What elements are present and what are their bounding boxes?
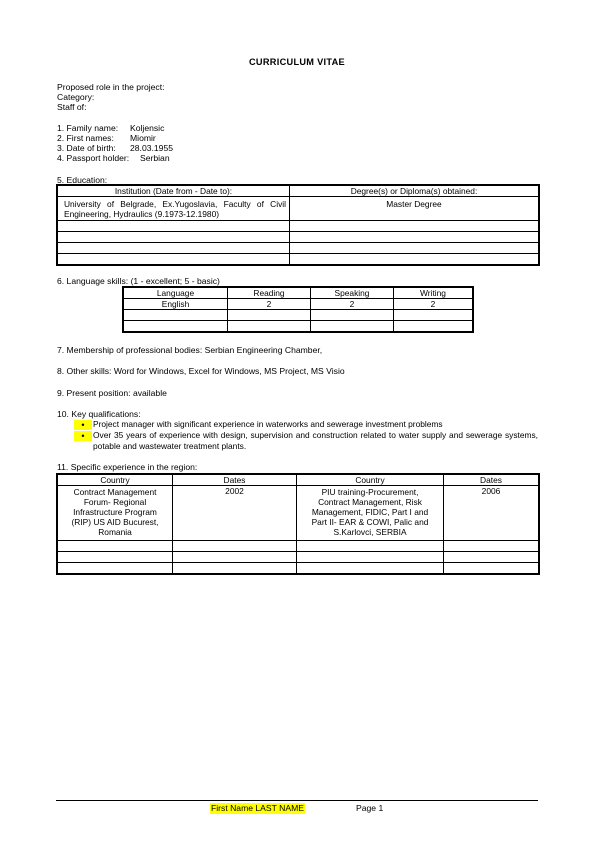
education-heading: 5. Education:	[57, 175, 108, 185]
footer-page-number: Page 1	[356, 803, 384, 813]
table-row	[57, 185, 539, 197]
category-label: Category:	[57, 92, 95, 102]
table-cell	[228, 310, 311, 321]
passport-holder-label: 4. Passport holder:	[57, 153, 130, 163]
table-cell	[173, 552, 297, 563]
other-skills-line: 8. Other skills: Word for Windows, Excel for Windows, MS Project, MS Visio	[57, 366, 345, 376]
table-cell	[228, 321, 311, 332]
experience-country-header: Country	[57, 474, 173, 486]
key-qualification-item: Over 35 years of experience with design, supervision and construction related to water supply and sewerage systems, potable and wastewater treatment plants.	[93, 430, 538, 451]
table-cell	[444, 563, 540, 574]
proposed-role-label: Proposed role in the project:	[57, 82, 165, 92]
table-row	[57, 197, 539, 221]
writing-header: Writing	[394, 287, 474, 299]
table-cell	[123, 321, 228, 332]
table-cell	[290, 232, 540, 243]
table-cell	[297, 563, 444, 574]
date-of-birth-label: 3. Date of birth:	[57, 143, 116, 153]
table-cell	[123, 310, 228, 321]
reading-cell: 2	[228, 299, 311, 310]
key-qualification-item: Project manager with significant experience in waterworks and sewerage investment problems	[93, 419, 443, 429]
speaking-cell: 2	[311, 299, 394, 310]
table-row	[57, 474, 539, 486]
table-cell	[57, 232, 290, 243]
education-col-institution-header: Institution (Date from - Date to):	[57, 185, 290, 197]
table-cell	[297, 552, 444, 563]
first-names-value: Miomir	[130, 133, 156, 143]
table-cell	[57, 243, 290, 254]
experience-project-cell: Contract Management Forum- Regional Infrastructure Program (RIP) US AID Bucurest, Romania	[57, 486, 173, 541]
table-cell	[311, 321, 394, 332]
reading-header: Reading	[228, 287, 311, 299]
table-row	[57, 563, 539, 574]
specific-experience-heading: 11. Specific experience in the region:	[57, 462, 198, 472]
experience-dates-header: Dates	[173, 474, 297, 486]
membership-line: 7. Membership of professional bodies: Serbian Engineering Chamber,	[57, 345, 323, 355]
table-row	[123, 287, 473, 299]
table-row	[123, 321, 473, 332]
table-row	[57, 232, 539, 243]
education-institution-cell: University of Belgrade, Ex.Yugoslavia, Faculty of Civil Engineering, Hydraulics (9.1973-12.1980)	[57, 197, 290, 221]
footer-name: First Name LAST NAME	[211, 803, 304, 813]
table-cell	[173, 563, 297, 574]
document-title: CURRICULUM VITAE	[249, 57, 345, 67]
table-row	[123, 299, 473, 310]
experience-dates-cell: 2002	[173, 486, 297, 541]
table-cell	[57, 541, 173, 552]
bullet-icon: •	[74, 431, 92, 441]
table-cell	[311, 310, 394, 321]
table-cell	[57, 552, 173, 563]
family-name-value: Koljensic	[130, 123, 165, 133]
table-row	[57, 243, 539, 254]
footer-rule	[56, 800, 538, 801]
language-cell: English	[123, 299, 228, 310]
table-cell	[290, 254, 540, 265]
table-cell	[173, 541, 297, 552]
table-cell	[57, 221, 290, 232]
experience-project-cell: PIU training-Procurement, Contract Management, Risk Management, FIDIC, Part I and Part II- EAR & COWI, Palic and S.Karlovci, SERBIA	[297, 486, 444, 541]
table-row	[123, 310, 473, 321]
experience-dates-header: Dates	[444, 474, 540, 486]
table-row	[57, 541, 539, 552]
experience-country-header: Country	[297, 474, 444, 486]
first-names-label: 2. First names:	[57, 133, 114, 143]
table-cell	[444, 552, 540, 563]
language-header: Language	[123, 287, 228, 299]
table-cell	[57, 254, 290, 265]
table-cell	[57, 563, 173, 574]
table-row	[57, 254, 539, 265]
experience-dates-cell: 2006	[444, 486, 540, 541]
bullet-icon: •	[74, 420, 92, 430]
experience-table	[56, 473, 540, 575]
present-position-line: 9. Present position: available	[57, 388, 167, 398]
table-cell	[444, 541, 540, 552]
writing-cell: 2	[394, 299, 474, 310]
education-degree-cell: Master Degree	[290, 197, 540, 221]
language-skills-heading: 6. Language skills: (1 - excellent; 5 - basic)	[57, 276, 220, 286]
table-cell	[394, 321, 474, 332]
education-col-degree-header: Degree(s) or Diploma(s) obtained:	[290, 185, 540, 197]
key-qualifications-heading: 10. Key qualifications:	[57, 409, 141, 419]
table-cell	[297, 541, 444, 552]
table-row	[57, 486, 539, 541]
table-cell	[290, 243, 540, 254]
speaking-header: Speaking	[311, 287, 394, 299]
date-of-birth-value: 28.03.1955	[130, 143, 174, 153]
family-name-label: 1. Family name:	[57, 123, 119, 133]
staff-of-label: Staff of:	[57, 102, 87, 112]
table-row	[57, 552, 539, 563]
education-table	[56, 184, 540, 266]
passport-holder-value: Serbian	[140, 153, 170, 163]
table-row	[57, 221, 539, 232]
language-table	[122, 286, 474, 333]
table-cell	[394, 310, 474, 321]
table-cell	[290, 221, 540, 232]
